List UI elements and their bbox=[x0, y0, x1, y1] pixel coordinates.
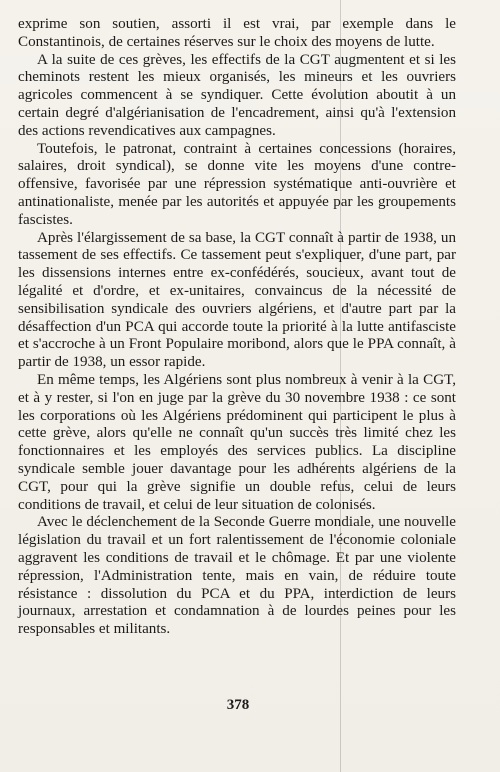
paragraph-2: A la suite de ces grèves, les effectifs de la CGT augmentent et si les cheminots restent les mieux organisés, les mineurs et les ouvriers agricoles commencent à se syndiquer. Cette évolution aboutit à un certain degré d'algérianisation de l'encadrement, ainsi qu'à l'extension des actions revendicatives aux campagnes. bbox=[18, 51, 456, 139]
page-number: 378 bbox=[226, 697, 250, 713]
paragraph-5: En même temps, les Algériens sont plus nombreux à venir à la CGT, et à y rester, si l'on en juge par la grève du 30 novembre 1938 : ce sont les corporations où les Algériens prédominent qui participent le plus à cette grève, alors qu'elle ne connaît qu'un succès très limité chez les fonctionnaires et les employés des services publics. La discipline syndicale semble jouer davantage pour les adhérents algériens de la CGT, pour qui la grève signifie un double refus, celui de leurs conditions de travail, et celui de leur situation de colonisés. bbox=[18, 371, 456, 513]
paragraph-6: Avec le déclenchement de la Seconde Guerre mondiale, une nouvelle législation du travail et un fort ralentissement de l'économie coloniale aggravent les conditions de travail et le chômage. Et par une violente répression, l'Administration tente, mais en vain, de réduire toute résistance : dissolution du PCA et du PPA, interdiction de leurs journaux, arrestation et condamnation à de lourdes peines pour les responsables et militants. bbox=[18, 514, 456, 638]
paragraph-4: Après l'élargissement de sa base, la CGT connaît à partir de 1938, un tassement de ses effectifs. Ce tassement peut s'expliquer, d'une part, par les dissensions internes entre ex-confédérés, soucieux, avant tout de légalité et d'ordre, et ex-unitaires, convaincus de la nécessité de sensibilisation syndicale des ouvriers algériens, et d'autre part par la désaffection d'un PCA qui accorde toute la priorité à la lutte antifasciste et s'accroche à un Front Populaire moribond, alors que le PPA connaît, à partir de 1938, un essor rapide. bbox=[18, 229, 456, 371]
body-text bbox=[18, 16, 456, 639]
paragraph-3: Toutefois, le patronat, contraint à certaines concessions (horaires, salaires, droit syndical), se donne vite les moyens d'une contre-offensive, favorisée par une répression systématique anti-ouvrière et antinationaliste, menée par les autorités et appuyée par les groupements fascistes. bbox=[18, 140, 456, 228]
paragraph-1: exprime son soutien, assorti il est vrai, par exemple dans le Constantinois, de certaines réserves sur le choix des moyens de lutte. bbox=[18, 16, 456, 50]
